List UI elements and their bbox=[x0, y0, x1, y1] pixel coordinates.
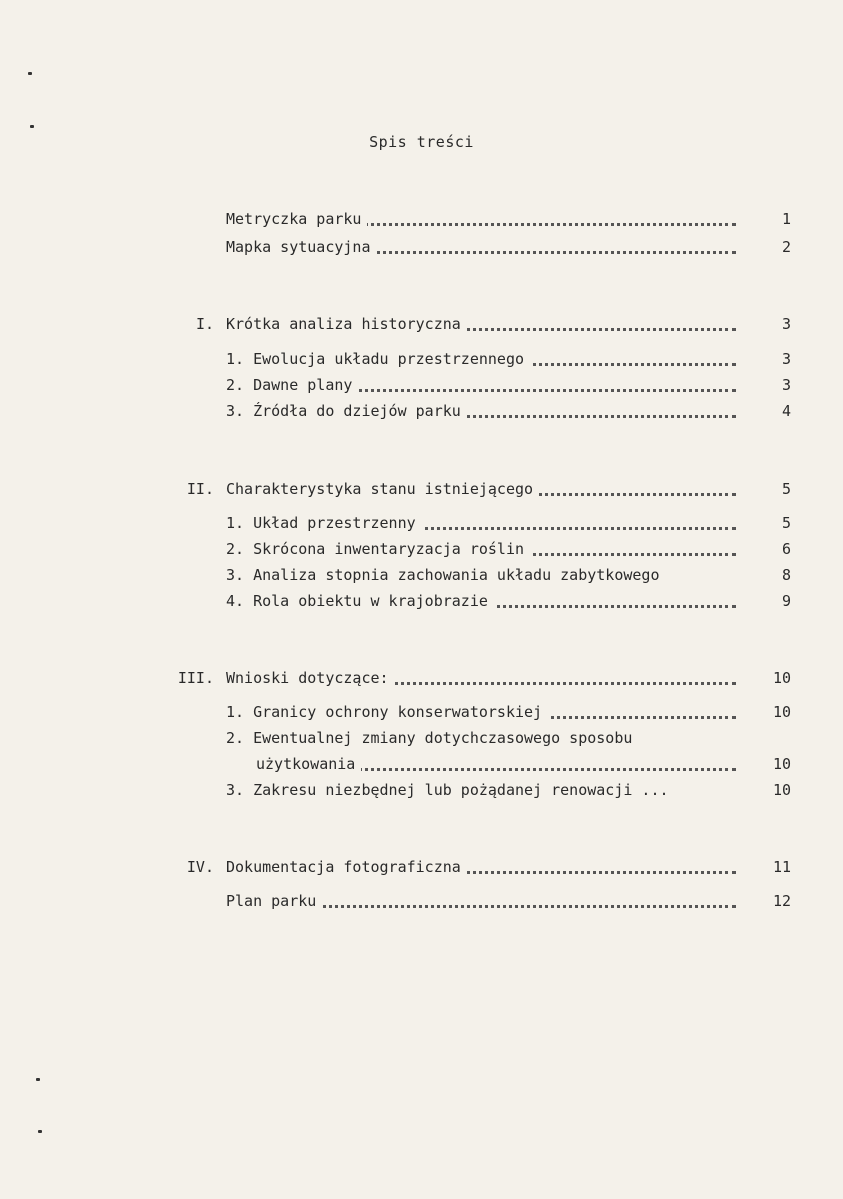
toc-entry-label: użytkowania bbox=[256, 753, 736, 775]
toc-entry bbox=[0, 512, 843, 534]
toc-entry-label: 4. Rola obiektu w krajobrazie bbox=[226, 590, 736, 612]
toc-entry-label: Dokumentacja fotograficzna bbox=[226, 856, 736, 878]
toc-entry-label: 1. Układ przestrzenny bbox=[226, 512, 736, 534]
toc-entry-page: 6 bbox=[781, 540, 791, 558]
toc-entry-label: 3. Analiza stopnia zachowania układu zabytkowego bbox=[226, 566, 660, 584]
toc-entry-page: 12 bbox=[772, 892, 791, 910]
toc-entry-page: 3 bbox=[781, 350, 791, 368]
toc-entry bbox=[0, 208, 843, 230]
toc-section bbox=[0, 667, 843, 689]
toc-entry-label: 2. Skrócona inwentaryzacja roślin bbox=[226, 538, 736, 560]
toc-entry-label: Metryczka parku bbox=[226, 208, 736, 230]
toc-entry bbox=[0, 701, 843, 723]
toc-entry bbox=[0, 374, 843, 396]
toc-entry bbox=[0, 236, 843, 258]
toc-entry bbox=[0, 779, 843, 801]
toc-entry bbox=[0, 348, 843, 370]
page-title: Spis treści bbox=[369, 133, 474, 151]
toc-entry-page: 5 bbox=[781, 480, 791, 498]
toc-entry bbox=[0, 753, 843, 775]
toc-entry bbox=[0, 538, 843, 560]
toc-entry-label: Wnioski dotyczące: bbox=[226, 667, 736, 689]
toc-entry bbox=[0, 727, 843, 749]
toc-entry-page: 10 bbox=[772, 781, 791, 799]
toc-entry-page: 10 bbox=[772, 755, 791, 773]
toc-entry-label: 2. Dawne plany bbox=[226, 374, 736, 396]
scan-speck bbox=[36, 1078, 40, 1081]
scan-speck bbox=[28, 72, 32, 75]
toc-entry-page: 1 bbox=[781, 210, 791, 228]
toc-entry-page: 3 bbox=[781, 376, 791, 394]
toc-entry-page: 3 bbox=[781, 315, 791, 333]
toc-entry-label: 3. Źródła do dziejów parku bbox=[226, 400, 736, 422]
toc-entry bbox=[0, 564, 843, 586]
section-numeral: I. bbox=[195, 315, 214, 333]
toc-section bbox=[0, 478, 843, 500]
toc-entry-page: 10 bbox=[772, 703, 791, 721]
section-numeral: II. bbox=[186, 480, 214, 498]
toc-entry bbox=[0, 890, 843, 912]
toc-entry-label: 3. Zakresu niezbędnej lub pożądanej renowacji ... bbox=[226, 781, 669, 799]
toc-entry-page: 9 bbox=[781, 592, 791, 610]
section-numeral: IV. bbox=[186, 858, 214, 876]
toc-entry-page: 10 bbox=[772, 669, 791, 687]
toc-entry-label: 2. Ewentualnej zmiany dotychczasowego sposobu bbox=[226, 729, 633, 747]
toc-entry bbox=[0, 400, 843, 422]
toc-section bbox=[0, 856, 843, 878]
toc-entry bbox=[0, 590, 843, 612]
toc-entry-label: Krótka analiza historyczna bbox=[226, 313, 736, 335]
toc-entry-page: 4 bbox=[781, 402, 791, 420]
toc-entry-page: 5 bbox=[781, 514, 791, 532]
toc-entry-page: 2 bbox=[781, 238, 791, 256]
scan-speck bbox=[30, 125, 34, 128]
section-numeral: III. bbox=[177, 669, 214, 687]
toc-entry-page: 11 bbox=[772, 858, 791, 876]
scan-speck bbox=[38, 1130, 42, 1133]
toc-entry-label: Charakterystyka stanu istniejącego bbox=[226, 478, 736, 500]
toc-entry-label: 1. Ewolucja układu przestrzennego bbox=[226, 348, 736, 370]
toc-entry-label: 1. Granicy ochrony konserwatorskiej bbox=[226, 701, 736, 723]
toc-section bbox=[0, 313, 843, 335]
toc-entry-page: 8 bbox=[781, 566, 791, 584]
toc-entry-label: Plan parku bbox=[226, 890, 736, 912]
toc-entry-label: Mapka sytuacyjna bbox=[226, 236, 736, 258]
